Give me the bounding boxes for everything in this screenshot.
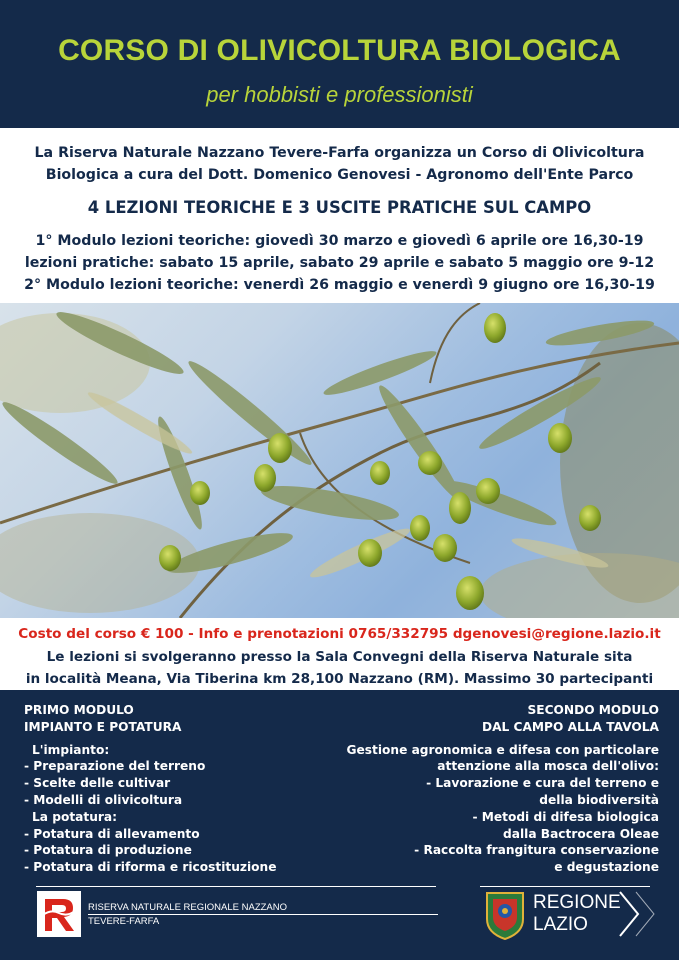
lessons-headline: 4 LEZIONI TEORICHE E 3 USCITE PRATICHE SUL CAMPO: [87, 198, 592, 217]
footer-divider-left: [36, 886, 436, 887]
intro-line-2: Biologica a cura del Dott. Domenico Genovesi - Agronomo dell'Ente Parco: [45, 167, 634, 183]
module-1-item: - Preparazione del terreno: [24, 759, 206, 774]
module-1-subtitle: IMPIANTO E POTATURA: [24, 719, 182, 734]
module-1: [24, 702, 344, 876]
module-2-line: - Raccolta frangitura conservazione: [414, 843, 659, 858]
reserve-name-line-2: TEVERE-FARFA: [88, 916, 160, 927]
course-subtitle: per hobbisti e professionisti: [206, 82, 473, 107]
module-2-title: SECONDO MODULO: [527, 703, 659, 717]
module-1-section-potatura: La potatura:: [32, 809, 117, 824]
schedule: [0, 230, 679, 296]
venue-line-1: Le lezioni si svolgeranno presso la Sala Convegni della Riserva Naturale sita: [46, 649, 633, 665]
module-2-line: - Lavorazione e cura del terreno e: [426, 776, 659, 791]
module-1-section-impianto: L'impianto:: [32, 742, 110, 757]
module-1-item: - Potatura di riforma e ricostituzione: [24, 860, 277, 875]
schedule-line-2: lezioni pratiche: sabato 15 aprile, sabato 29 aprile e sabato 5 maggio ore 9-12: [24, 255, 655, 271]
regione-lazio-emblem: [483, 889, 527, 941]
reserve-name: [88, 901, 287, 929]
reserve-logo: [37, 891, 81, 937]
region-line-2: LAZIO: [533, 914, 588, 935]
modules-panel: [0, 690, 679, 960]
venue-info: [0, 646, 679, 690]
footer-divider-right: [480, 886, 650, 887]
module-1-item: - Potatura di allevamento: [24, 826, 200, 841]
module-2-line: attenzione alla mosca dell'olivo:: [437, 759, 659, 774]
cost-and-contacts: Costo del corso € 100 - Info e prenotazioni 0765/332795 dgenovesi@regione.lazio.it: [18, 626, 661, 642]
intro-line-1: La Riserva Naturale Nazzano Tevere-Farfa organizza un Corso di Olivicoltura: [34, 145, 645, 161]
region-line-1: REGIONE: [533, 892, 621, 913]
regione-lazio-text: [533, 892, 621, 936]
schedule-line-3: 2° Modulo lezioni teoriche: venerdì 26 maggio e venerdì 9 giugno ore 16,30-19: [24, 277, 655, 293]
module-2-subtitle: DAL CAMPO ALLA TAVOLA: [482, 719, 659, 734]
course-title: CORSO DI OLIVICOLTURA BIOLOGICA: [58, 34, 621, 67]
header-banner: [0, 0, 679, 128]
module-2: [329, 702, 659, 876]
region-chevron-mark: [618, 890, 658, 938]
reserve-name-line-1: RISERVA NATURALE REGIONALE NAZZANO: [88, 902, 288, 913]
module-1-item: - Potatura di produzione: [24, 843, 192, 858]
module-1-item: - Modelli di olivicoltura: [24, 792, 183, 807]
venue-line-2: in località Meana, Via Tiberina km 28,100 Nazzano (RM). Massimo 30 partecipanti: [25, 671, 654, 687]
module-2-line: della biodiversità: [539, 792, 659, 807]
module-2-line: - Metodi di difesa biologica: [472, 809, 659, 824]
module-2-line: dalla Bactrocera Oleae: [503, 826, 659, 841]
intro-text: [0, 142, 679, 186]
module-2-line: Gestione agronomica e difesa con particolare: [346, 742, 659, 757]
schedule-line-1: 1° Modulo lezioni teoriche: giovedì 30 marzo e giovedì 6 aprile ore 16,30-19: [35, 233, 644, 249]
olive-branch-photo: [0, 303, 679, 618]
module-1-title: PRIMO MODULO: [24, 703, 134, 717]
module-2-line: e degustazione: [554, 860, 659, 875]
module-1-item: - Scelte delle cultivar: [24, 776, 171, 791]
